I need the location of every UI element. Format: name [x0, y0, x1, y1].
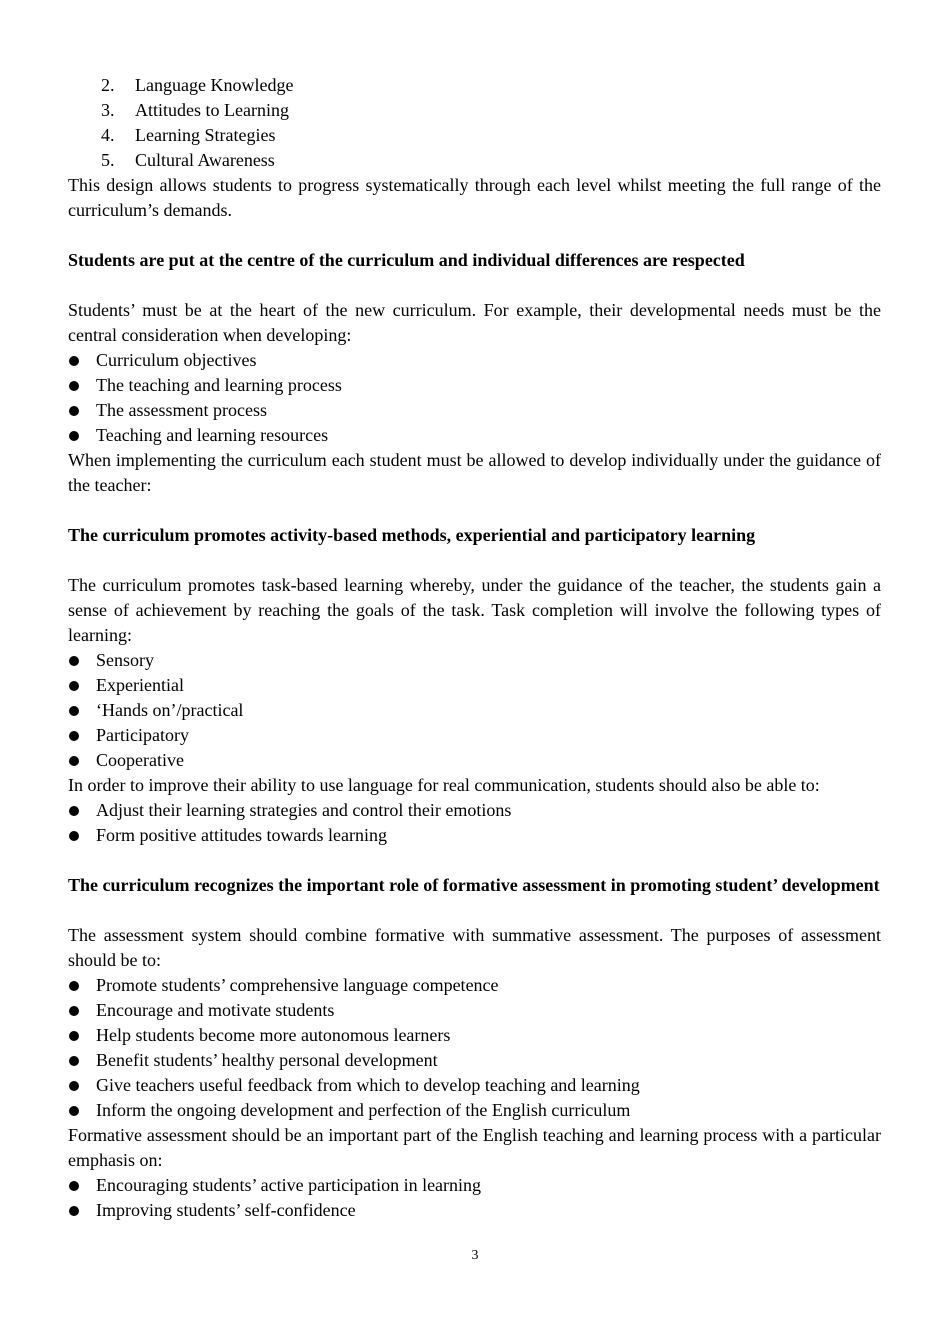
bullet-icon [69, 1106, 79, 1116]
list-item-text: Inform the ongoing development and perfection of the English curriculum [96, 1100, 631, 1120]
bullet-icon [69, 756, 79, 766]
list-item [68, 348, 881, 373]
section-heading-activity-based: The curriculum promotes activity-based methods, experiential and participatory learning [68, 525, 756, 545]
bullet-icon [69, 681, 79, 691]
list-item-text: Encouraging students’ active participation in learning [96, 1175, 482, 1195]
item-text: Learning Strategies [135, 125, 276, 145]
bullet-icon [69, 1081, 79, 1091]
list-item [68, 1198, 881, 1223]
list-item-text: Help students become more autonomous learners [96, 1025, 451, 1045]
item-text: Language Knowledge [135, 75, 294, 95]
bullet-icon [69, 731, 79, 741]
list-item-text: The assessment process [96, 400, 267, 420]
numbered-list [68, 73, 881, 173]
list-item-text: Cooperative [96, 750, 184, 770]
list-item [68, 1173, 881, 1198]
bullet-icon [69, 381, 79, 391]
list-item [68, 648, 881, 673]
item-text: Cultural Awareness [135, 150, 275, 170]
bullet-icon [69, 706, 79, 716]
list-item [68, 973, 881, 998]
bullet-icon [69, 1006, 79, 1016]
list-item [68, 1073, 881, 1098]
bullet-icon [69, 806, 79, 816]
bullet-list [68, 798, 881, 848]
list-item-text: The teaching and learning process [96, 375, 342, 395]
bullet-list [68, 348, 881, 448]
page-number: 3 [471, 1248, 479, 1263]
list-item [68, 823, 881, 848]
bullet-icon [69, 1056, 79, 1066]
list-item-text: Adjust their learning strategies and control their emotions [96, 800, 512, 820]
list-item [68, 748, 881, 773]
bullet-list [68, 973, 881, 1123]
list-item [68, 398, 881, 423]
list-item-text: Curriculum objectives [96, 350, 257, 370]
list-item-text: Participatory [96, 725, 189, 745]
list-item [68, 1048, 881, 1073]
list-item [68, 1098, 881, 1123]
bullet-icon [69, 356, 79, 366]
bullet-list [68, 1173, 881, 1223]
list-item [68, 1023, 881, 1048]
section-heading-student-centre: Students are put at the centre of the curriculum and individual differences are respected [68, 250, 745, 270]
list-item-text: Improving students’ self-confidence [96, 1200, 356, 1220]
bullet-icon [69, 431, 79, 441]
list-item-text: Sensory [96, 650, 154, 670]
list-item [68, 698, 881, 723]
list-item-text: Form positive attitudes towards learning [96, 825, 387, 845]
document-page [68, 73, 881, 1223]
section-paragraph: The assessment system should combine formative with summative assessment. The purposes of assessment should be to: [68, 925, 881, 970]
list-item-text: Encourage and motivate students [96, 1000, 335, 1020]
bullet-icon [69, 831, 79, 841]
bullet-icon [69, 1206, 79, 1216]
section-paragraph: In order to improve their ability to use language for real communication, students should also be able to: [68, 775, 820, 795]
section-paragraph: Students’ must be at the heart of the new curriculum. For example, their developmental needs must be the central consideration when developing: [68, 300, 881, 345]
list-item [68, 423, 881, 448]
section-paragraph: When implementing the curriculum each student must be allowed to develop individually under the guidance of the teacher: [68, 450, 881, 495]
list-item [68, 798, 881, 823]
list-item-text: ‘Hands on’/practical [96, 700, 244, 720]
list-item [68, 673, 881, 698]
item-text: Attitudes to Learning [135, 100, 289, 120]
numbered-item [68, 73, 881, 98]
list-item-text: Promote students’ comprehensive language competence [96, 975, 499, 995]
section-paragraph: The curriculum promotes task-based learning whereby, under the guidance of the teacher, the students gain a sense of achievement by reaching the goals of the task. Task completion will involve the following types of learning: [68, 575, 881, 645]
numbered-item [68, 123, 881, 148]
numbered-item [68, 148, 881, 173]
list-item-text: Teaching and learning resources [96, 425, 329, 445]
numbered-item [68, 98, 881, 123]
section-paragraph: Formative assessment should be an important part of the English teaching and learning process with a particular emphasis on: [68, 1125, 881, 1170]
section-heading-formative-assessment: The curriculum recognizes the important role of formative assessment in promoting student’ development [68, 875, 880, 895]
bullet-icon [69, 656, 79, 666]
item-number: 4. [101, 125, 115, 145]
list-item [68, 373, 881, 398]
item-number: 5. [101, 150, 115, 170]
item-number: 3. [101, 100, 115, 120]
bullet-list [68, 648, 881, 773]
bullet-icon [69, 1031, 79, 1041]
list-item [68, 723, 881, 748]
list-item-text: Experiential [96, 675, 184, 695]
bullet-icon [69, 981, 79, 991]
list-item-text: Benefit students’ healthy personal development [96, 1050, 438, 1070]
intro-paragraph: This design allows students to progress systematically through each level whilst meeting the full range of the curriculum’s demands. [68, 175, 881, 220]
list-item-text: Give teachers useful feedback from which to develop teaching and learning [96, 1075, 640, 1095]
list-item [68, 998, 881, 1023]
bullet-icon [69, 1181, 79, 1191]
item-number: 2. [101, 75, 115, 95]
bullet-icon [69, 406, 79, 416]
